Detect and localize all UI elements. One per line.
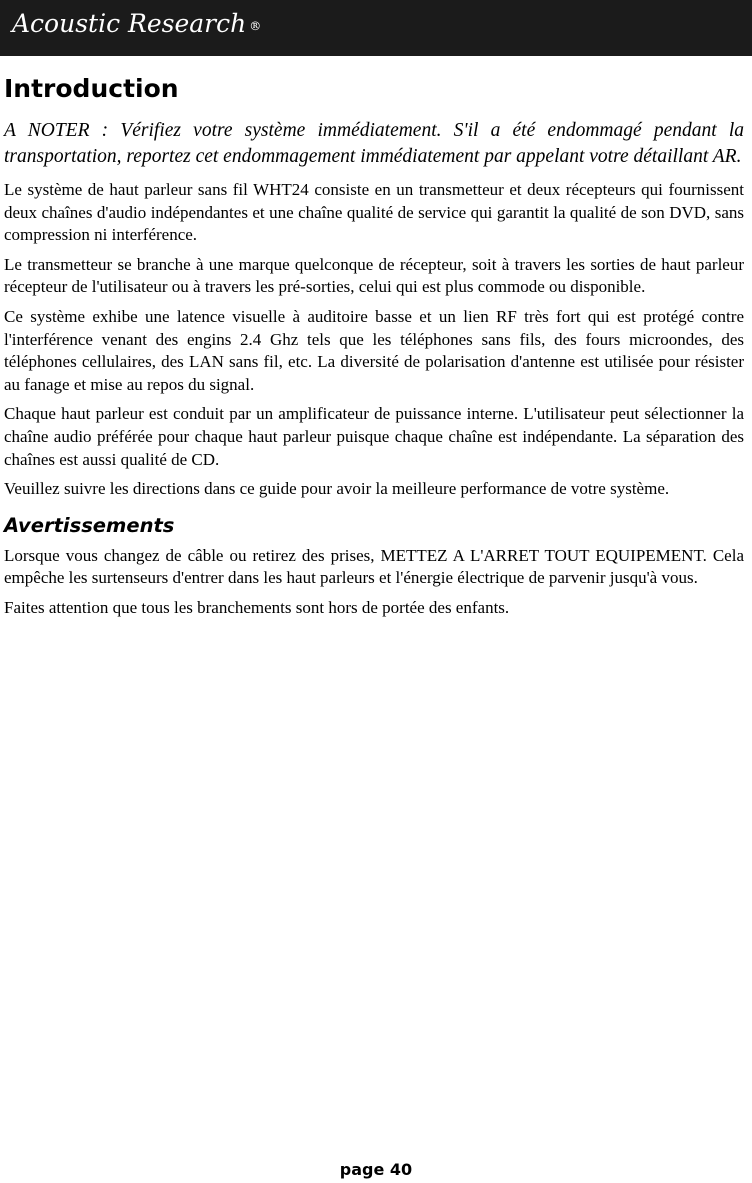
warnings-heading: Avertissements — [4, 513, 175, 537]
intro-paragraph-5: Veuillez suivre les directions dans ce guide pour avoir la meilleure performance de votre système. — [4, 479, 670, 499]
brand-logo — [12, 9, 261, 38]
page-title: Introduction — [4, 74, 179, 103]
page-content — [4, 72, 744, 627]
warning-paragraph-2: Faites attention que tous les branchements sont hors de portée des enfants. — [4, 597, 510, 617]
intro-paragraph-4: Chaque haut parleur est conduit par un amplificateur de puissance interne. L'utilisateur peut sélectionner la chaîne audio préférée pour chaque haut parleur puisque chaque chaîne est indépendante. La séparation des chaînes est aussi qualité de CD. — [4, 404, 744, 469]
damage-note: A NOTER : Vérifiez votre système immédiatement. S'il a été endommagé pendant la transportation, reportez cet endommagement immédiatement par appelant votre détaillant AR. — [4, 120, 744, 167]
page-number: page 40 — [339, 1160, 413, 1179]
warning-paragraph-1: Lorsque vous changez de câble ou retirez des prises, METTEZ A L'ARRET TOUT EQUIPEMENT. Cela empêche les surtenseurs d'entrer dans les haut parleurs et l'énergie électrique de parvenir jusqu'à vous. — [4, 545, 744, 588]
brand-name: Acoustic Research — [12, 9, 247, 38]
intro-paragraph-2: Le transmetteur se branche à une marque quelconque de récepteur, soit à travers les sorties de haut parleur récepteur de l'utilisateur ou à travers les pré-sorties, celui qui est plus commode ou disponible. — [4, 254, 744, 297]
header-bar — [0, 0, 752, 56]
intro-paragraph-1: Le système de haut parleur sans fil WHT24 consiste en un transmetteur et deux récepteurs qui fournissent deux chaînes d'audio indépendantes et une chaîne qualité de service qui garantit la qualité de son DVD, sans compression ni interférence. — [4, 180, 744, 245]
registered-mark: ® — [249, 19, 262, 33]
intro-paragraph-3: Ce système exhibe une latence visuelle à auditoire basse et un lien RF très fort qui est protégé contre l'interférence venant des engins 2.4 Ghz tels que les téléphones sans fils, des fours microondes, des téléphones cellulaires, des LAN sans fil, etc. La diversité de polarisation d'antenne est utilisée pour résister au fanage et mise au repos du signal. — [4, 306, 744, 394]
